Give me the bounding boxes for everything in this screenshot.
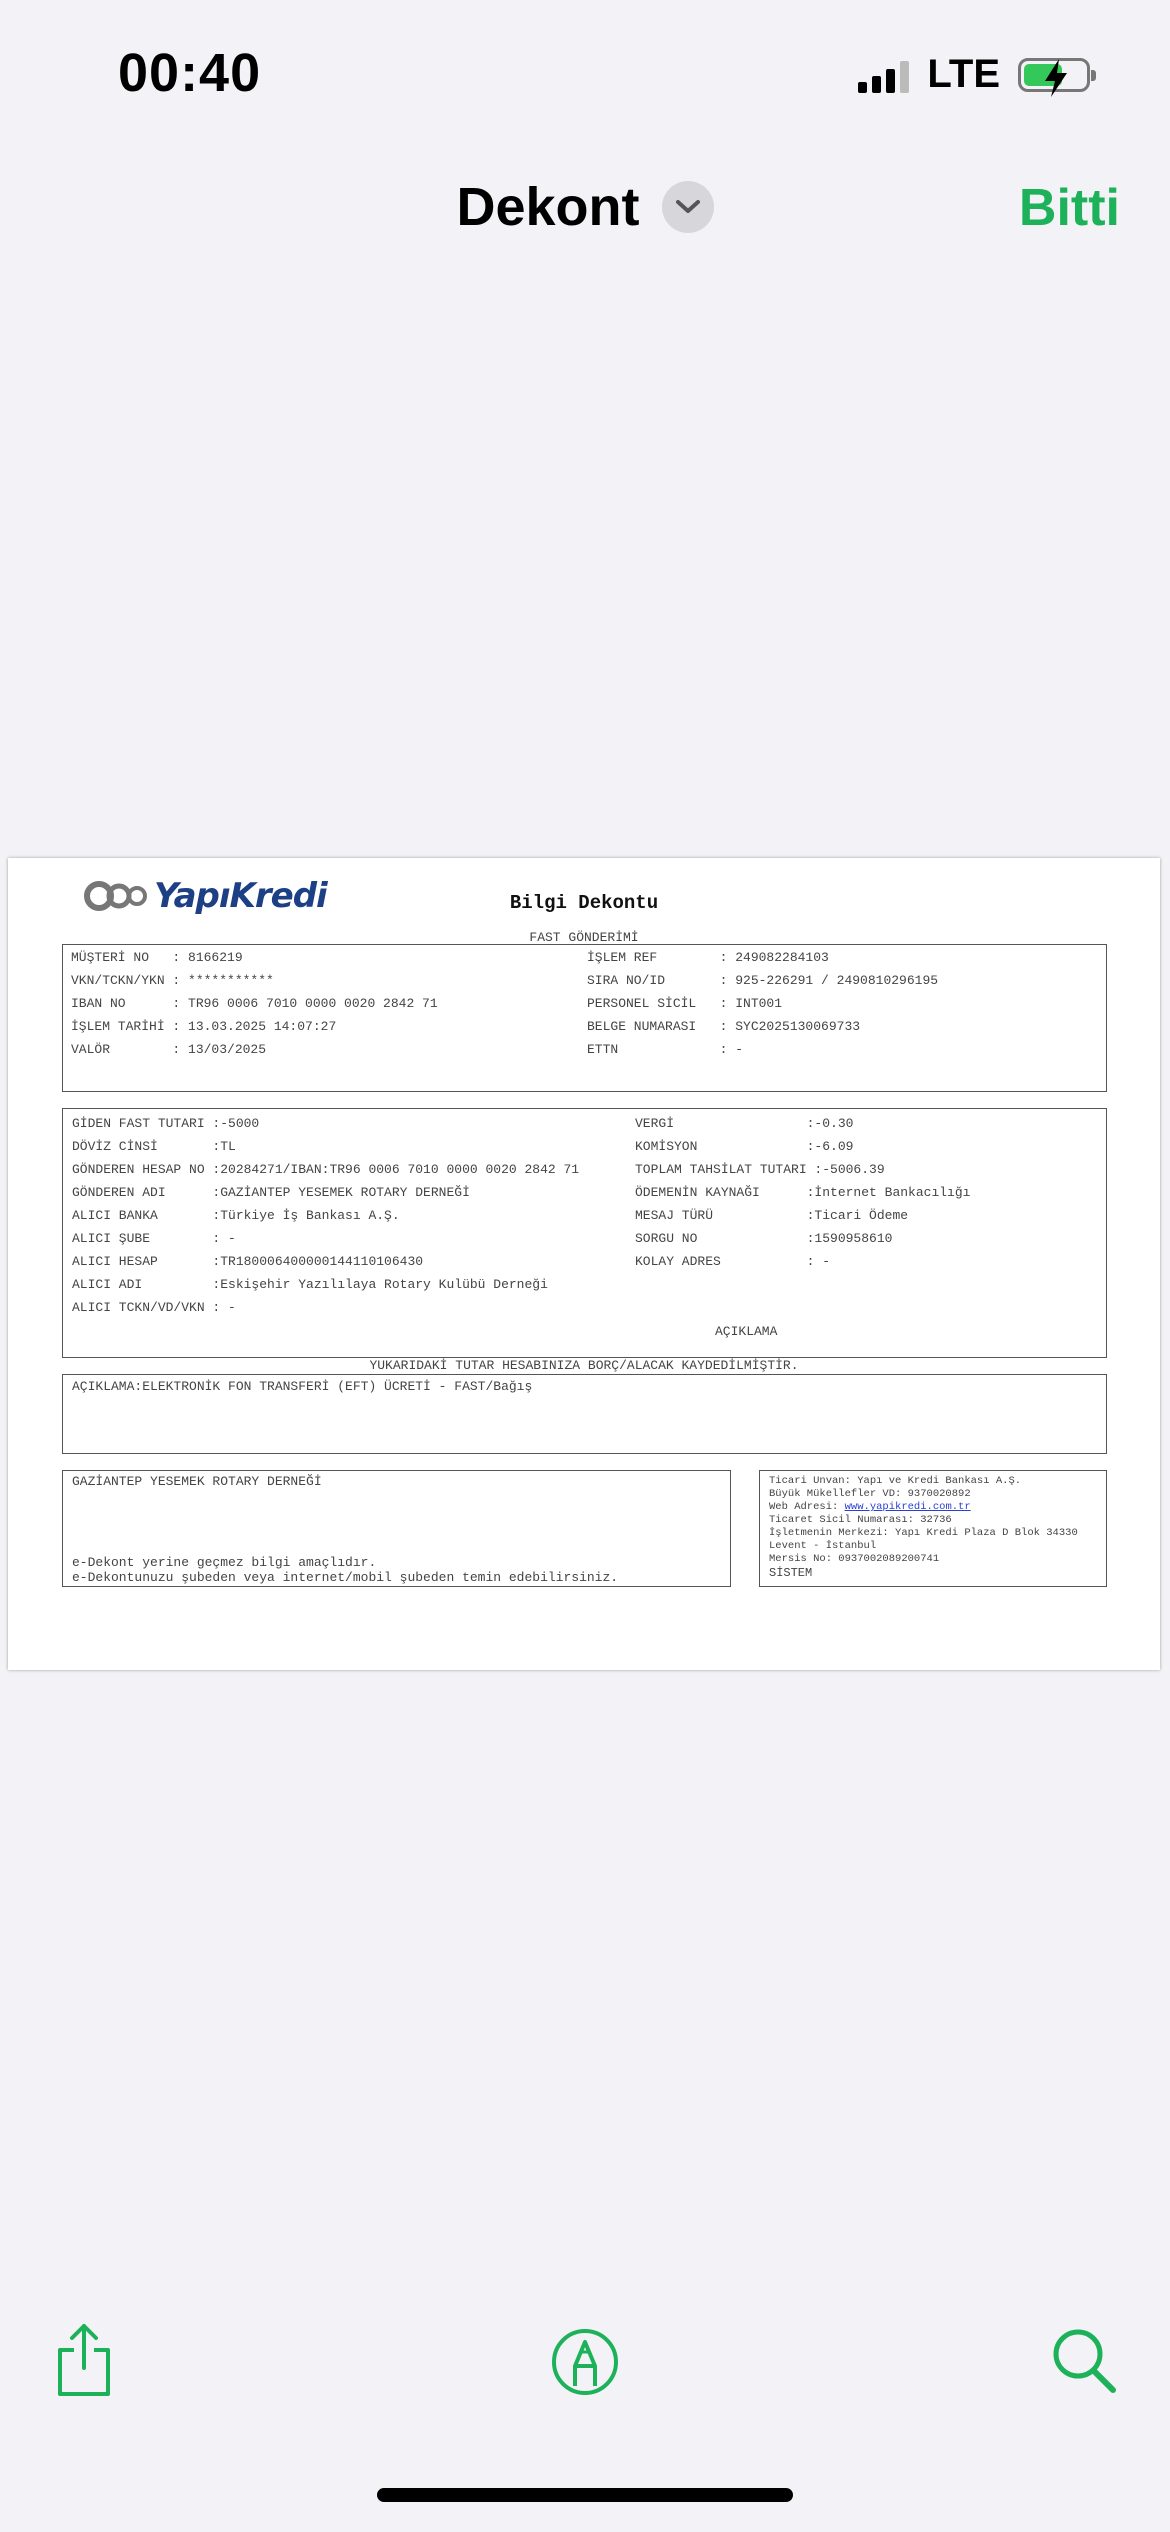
- status-time: 00:40: [118, 43, 262, 103]
- bank-web-prefix: Web Adresi:: [769, 1501, 845, 1513]
- footer-note-1: e-Dekontunuzu şubeden veya internet/mobil şubeden temin edebilirsiniz.: [72, 1570, 619, 1585]
- bank-city: Levent - İstanbul: [769, 1540, 877, 1552]
- search-icon: [1050, 2326, 1118, 2396]
- bank-web: [769, 1501, 971, 1513]
- bank-sicil: Ticaret Sicil Numarası: 32736: [769, 1514, 952, 1526]
- header-left-0: MÜŞTERİ NO : 8166219: [71, 950, 243, 965]
- header-right-3: BELGE NUMARASI : SYC2025130069733: [587, 1019, 861, 1034]
- detail-left-1: DÖVİZ CİNSİ :TL: [72, 1139, 236, 1154]
- detail-left-5: ALICI ŞUBE : -: [72, 1231, 236, 1246]
- description-text: AÇIKLAMA:ELEKTRONİK FON TRANSFERİ (EFT) ÜCRETİ - FAST/Bağış: [72, 1379, 533, 1394]
- bank-vd: Büyük Mükellefler VD: 9370020892: [769, 1488, 971, 1500]
- chevron-down-icon: [675, 199, 701, 215]
- detail-left-0: GİDEN FAST TUTARI :-5000: [72, 1116, 260, 1131]
- network-label: LTE: [927, 52, 1000, 96]
- detail-left-3: GÖNDEREN ADI :GAZİANTEP YESEMEK ROTARY DERNEĞİ: [72, 1185, 470, 1200]
- bank-web-link[interactable]: www.yapikredi.com.tr: [844, 1501, 971, 1513]
- share-icon: [54, 2322, 114, 2398]
- detail-left-6: ALICI HESAP :TR180006400000144110106430: [72, 1254, 424, 1269]
- detail-left-4: ALICI BANKA :Türkiye İş Bankası A.Ş.: [72, 1208, 400, 1223]
- header-right-4: ETTN : -: [587, 1042, 744, 1057]
- header-right-1: SIRA NO/ID : 925-226291 / 2490810296195: [587, 973, 939, 988]
- detail-right-5: SORGU NO :1590958610: [635, 1231, 893, 1246]
- detail-right-6: KOLAY ADRES : -: [635, 1254, 831, 1269]
- bank-mersis: Mersis No: 0937002089200741: [769, 1553, 940, 1565]
- bank-unvan: Ticari Unvan: Yapı ve Kredi Bankası A.Ş.: [769, 1475, 1022, 1487]
- header-right-2: PERSONEL SİCİL : INT001: [587, 996, 783, 1011]
- detail-right-2: TOPLAM TAHSİLAT TUTARI :-5006.39: [635, 1162, 885, 1177]
- bank-sistem: SİSTEM: [769, 1566, 813, 1580]
- status-indicators: [858, 52, 1090, 97]
- detail-right-3: ÖDEMENİN KAYNAĞI :İnternet Bankacılığı: [635, 1185, 971, 1200]
- home-indicator[interactable]: [377, 2488, 793, 2502]
- markup-icon: [551, 2328, 619, 2396]
- detail-right-4: MESAJ TÜRÜ :Ticari Ödeme: [635, 1208, 909, 1223]
- signal-icon: [858, 57, 909, 93]
- title-menu-button[interactable]: [662, 181, 714, 233]
- markup-button[interactable]: [551, 2328, 619, 2401]
- page-title: Dekont: [456, 177, 640, 237]
- battery-icon: [1018, 58, 1090, 92]
- aciklama-label: AÇIKLAMA: [715, 1324, 778, 1339]
- footer-left-name: GAZİANTEP YESEMEK ROTARY DERNEĞİ: [72, 1474, 322, 1489]
- debit-notice: YUKARIDAKİ TUTAR HESABINIZA BORÇ/ALACAK KAYDEDİLMİŞTİR.: [369, 1358, 799, 1373]
- header-left-4: VALÖR : 13/03/2025: [71, 1042, 267, 1057]
- done-button[interactable]: Bitti: [1018, 179, 1120, 237]
- header-left-3: İŞLEM TARİHİ : 13.03.2025 14:07:27: [71, 1019, 337, 1034]
- header-box: [62, 944, 1107, 1092]
- footer-note-0: e-Dekont yerine geçmez bilgi amaçlıdır.: [72, 1555, 377, 1570]
- detail-right-0: VERGİ :-0.30: [635, 1116, 854, 1131]
- nav-title-group[interactable]: [0, 176, 1170, 238]
- document-title: Bilgi Dekontu: [509, 892, 659, 914]
- bank-merkez: İşletmenin Merkezi: Yapı Kredi Plaza D Blok 34330: [769, 1527, 1078, 1539]
- detail-left-2: GÖNDEREN HESAP NO :20284271/IBAN:TR96 0006 7010 0000 0020 2842 71: [72, 1162, 580, 1177]
- receipt-document: [8, 858, 1160, 1670]
- share-button[interactable]: [54, 2322, 114, 2403]
- header-left-1: VKN/TCKN/YKN : ***********: [71, 973, 274, 988]
- detail-right-1: KOMİSYON :-6.09: [635, 1139, 854, 1154]
- header-left-2: IBAN NO : TR96 0006 7010 0000 0020 2842 71: [71, 996, 438, 1011]
- header-right-0: İŞLEM REF : 249082284103: [587, 950, 829, 965]
- detail-left-7: ALICI ADI :Eskişehir Yazılılaya Rotary Kulübü Derneği: [72, 1277, 548, 1292]
- document-subtitle: FAST GÖNDERİMİ: [529, 930, 639, 945]
- search-button[interactable]: [1050, 2326, 1118, 2401]
- detail-left-8: ALICI TCKN/VD/VKN : -: [72, 1300, 236, 1315]
- bank-wordmark: YapıKredi: [154, 876, 327, 916]
